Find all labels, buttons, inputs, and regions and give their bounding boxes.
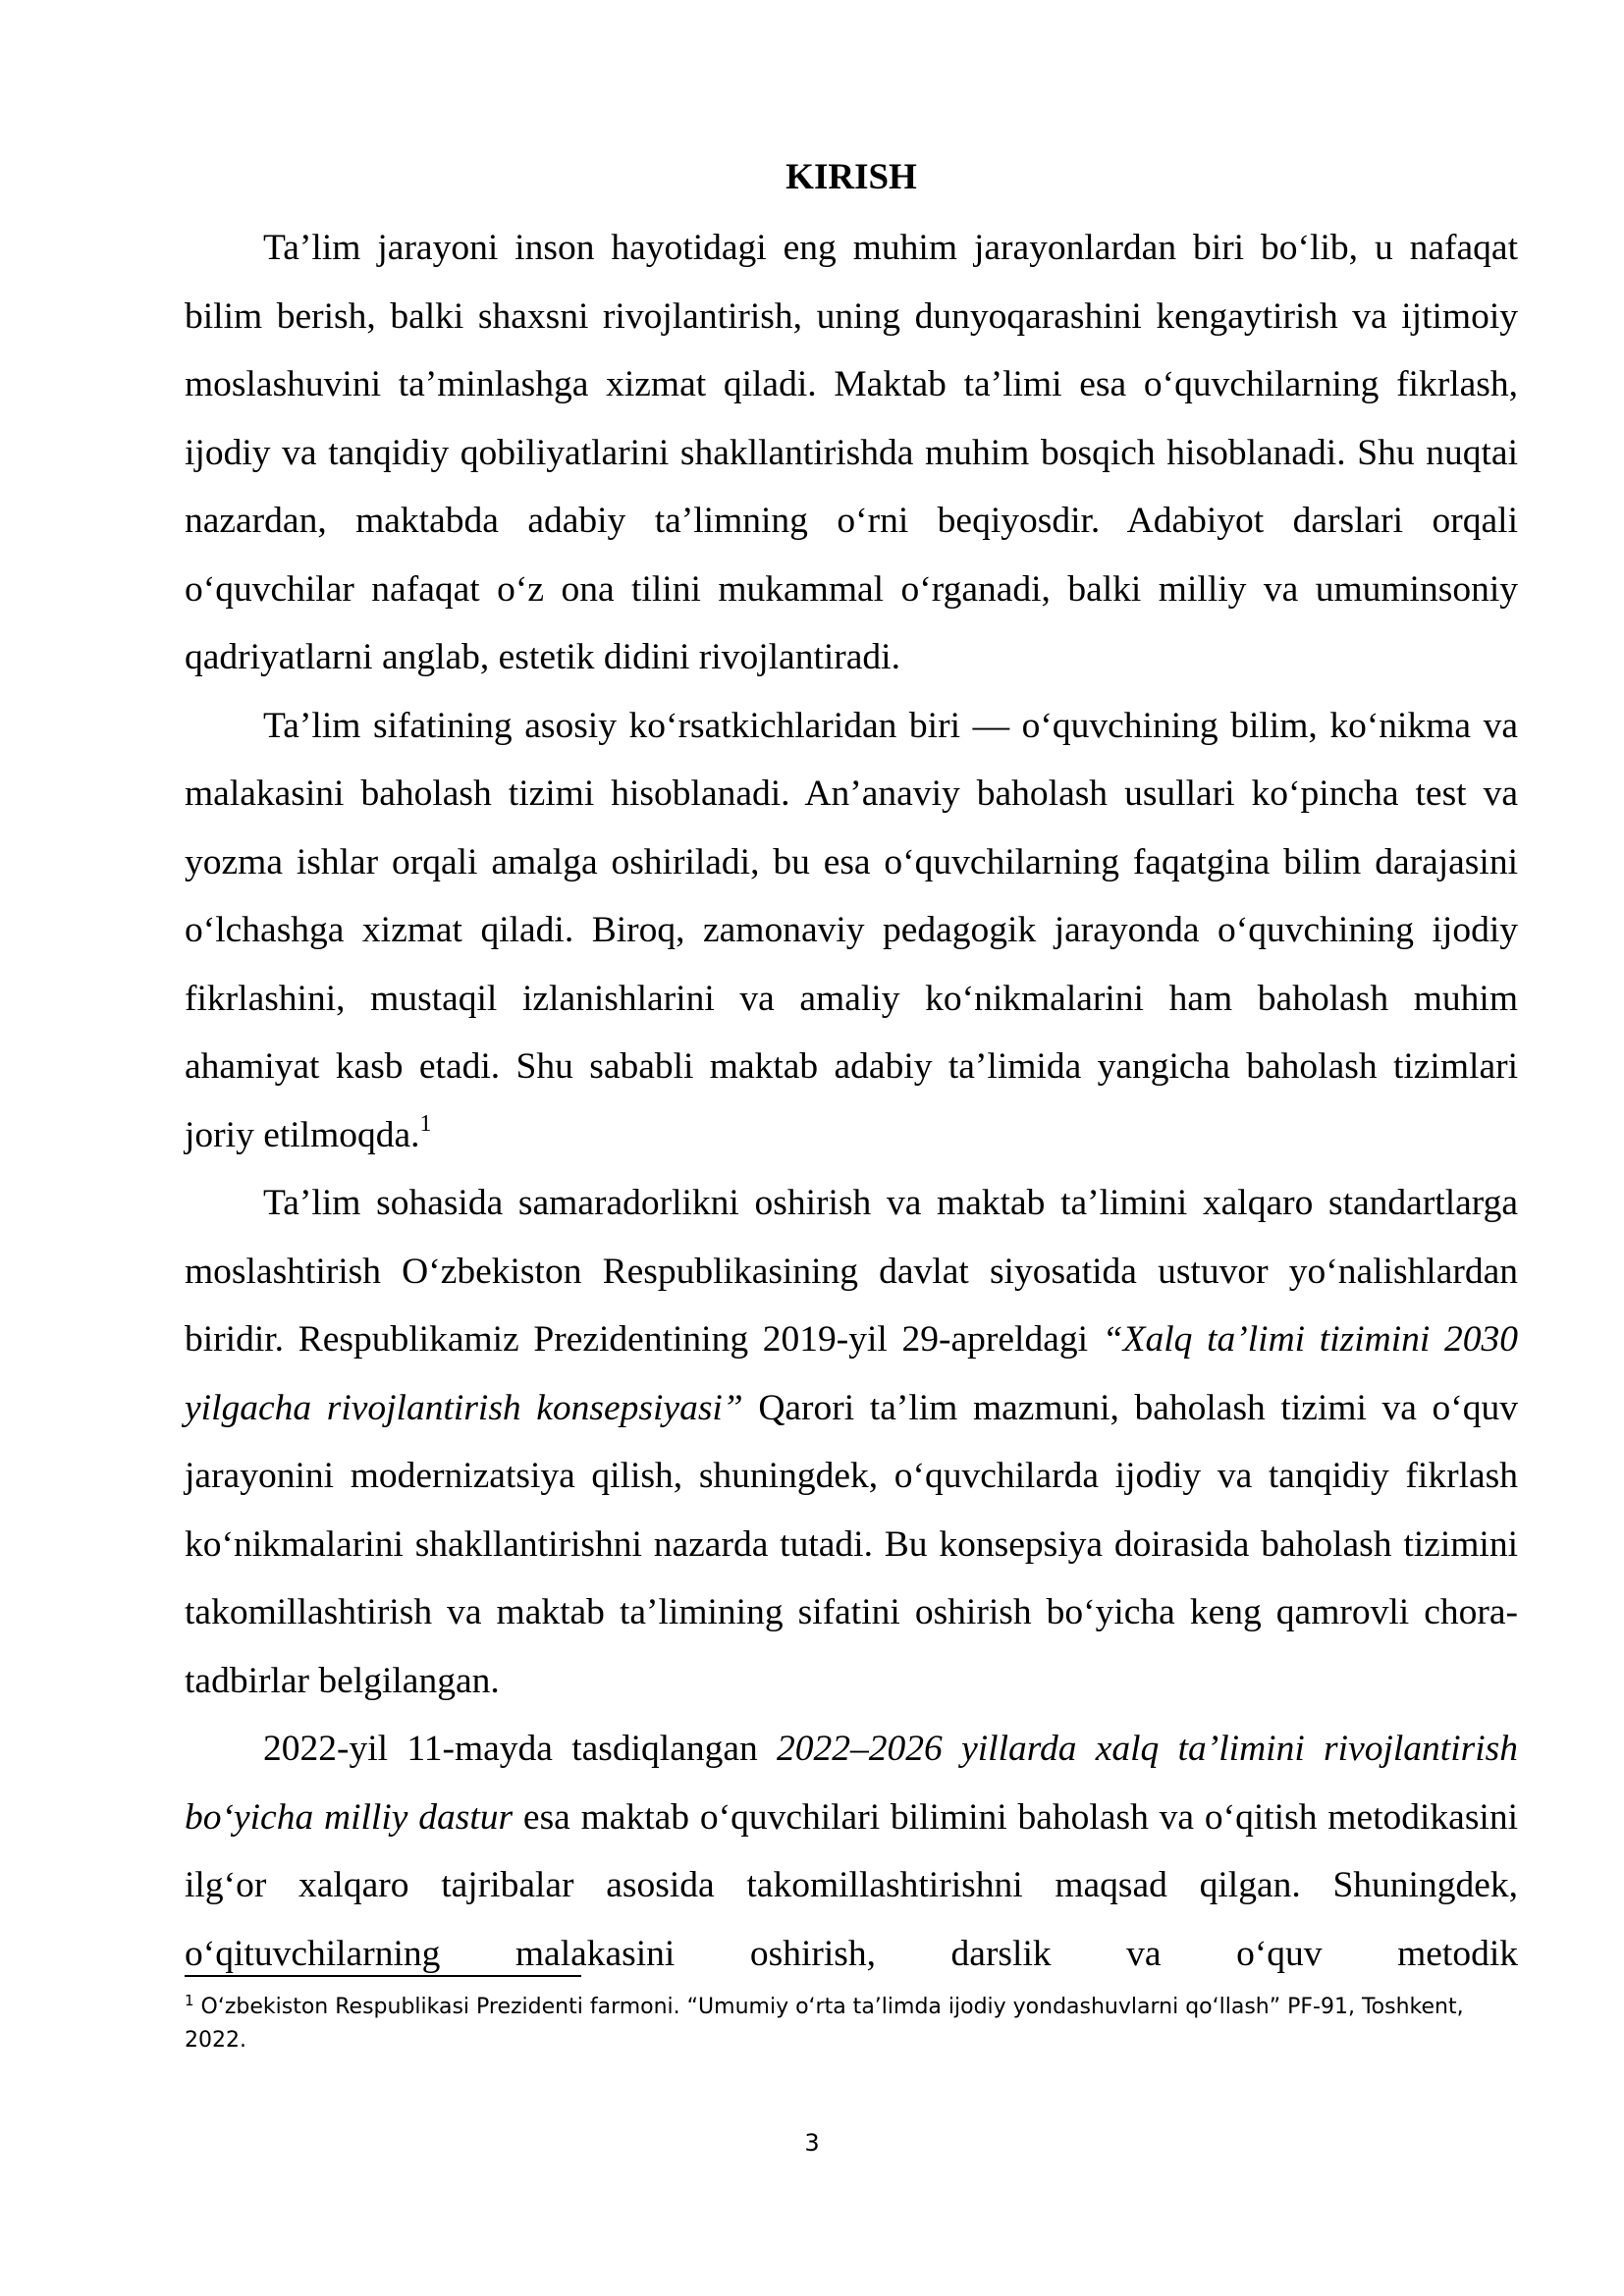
paragraph-1 [185,214,1518,692]
paragraph-4 [185,1715,1518,1988]
paragraph-3-italic-title: “Xalq ta’limi tizimini 2030 yilgacha rivojlantirish konsepsiyasi” [185,1319,1518,1428]
paragraph-4-text-after: esa maktab o‘quvchilari bilimini baholash va o‘qitish metodikasini ilg‘or xalqaro tajribalar asosida takomillashtirishni maqsad qilgan. Shuningdek, o‘qituvchilarning malakasini oshirish, darslik va o‘quv metodik [185,1796,1518,1974]
footnote-separator [185,1975,581,1977]
paragraph-1-text: Ta’lim jarayoni inson hayotidagi eng muhim jarayonlardan biri bo‘lib, u nafaqat bilim berish, balki shaxsni rivojlantirish, uning dunyoqarashini kengaytirish va ijtimoiy moslashuvini ta’minlashga xizmat qiladi. Maktab ta’limi esa o‘quvchilarning fikrlash, ijodiy va tanqidiy qobiliyatlarini shakllantirishda muhim bosqich hisoblanadi. Shu nuqtai nazardan, maktabda adabiy ta’limning o‘rni beqiyosdir. Adabiyot darslari orqali o‘quvchilar nafaqat o‘z ona tilini mukammal o‘rganadi, balki milliy va umuminsoniy qadriyatlarni anglab, estetik didini rivojlantiradi. [185,228,1518,677]
footnote [185,1991,1518,2057]
paragraph-2-text: Ta’lim sifatining asosiy ko‘rsatkichlaridan biri — o‘quvchining bilim, ko‘nikma va malakasini baholash tizimi hisoblanadi. An’anaviy baholash usullari ko‘pincha test va yozma ishlar orqali amalga oshiriladi, bu esa o‘quvchilarning faqatgina bilim darajasini o‘lchashga xizmat qiladi. Biroq, zamonaviy pedagogik jarayonda o‘quvchining ijodiy fikrlashini, mustaqil izlanishlarini va amaliy ko‘nikmalarini ham baholash muhim ahamiyat kasb etadi. Shu sababli maktab adabiy ta’limida yangicha baholash tizimlari joriy etilmoqda. [185,705,1518,1155]
paragraph-4-text-before: 2022-yil 11-mayda tasdiqlangan [263,1729,778,1769]
paragraph-3 [185,1169,1518,1715]
paragraph-3-text-before: Ta’lim sohasida samaradorlikni oshirish va maktab ta’limini xalqaro standartlarga moslashtirish O‘zbekiston Respublikasining davlat siyosatida ustuvor yo‘nalishlardan biridir. Respublikamiz Prezidentining 2019-yil 29-apreldagi [185,1183,1518,1360]
page-heading: KIRISH [785,157,917,197]
paragraph-2 [185,692,1518,1170]
body-text [185,214,1518,1988]
footnote-reference[interactable]: 1 [419,1110,432,1137]
paragraph-3-text-after: Qarori ta’lim mazmuni, baholash tizimi va o‘quv jarayonini modernizatsiya qilish, shuningdek, o‘quvchilarda ijodiy va tanqidiy fikrlash ko‘nikmalarini shakllantirishni nazarda tutadi. Bu konsepsiya doirasida baholash tizimini takomillashtirish va maktab ta’limining sifatini oshirish bo‘yicha keng qamrovli chora-tadbirlar belgilangan. [185,1387,1518,1701]
footnote-text: O‘zbekiston Respublikasi Prezidenti farmoni. “Umumiy o‘rta ta’limda ijodiy yondashuvlarni qo‘llash” PF-91, Toshkent, 2022. [185,1995,1464,2053]
footnote-number: 1 [185,1992,194,2009]
page-number: 3 [804,2129,820,2157]
paragraph-4-italic-title: 2022–2026 yillarda xalq ta’limini rivojlantirish bo‘yicha milliy dastur [185,1729,1518,1838]
